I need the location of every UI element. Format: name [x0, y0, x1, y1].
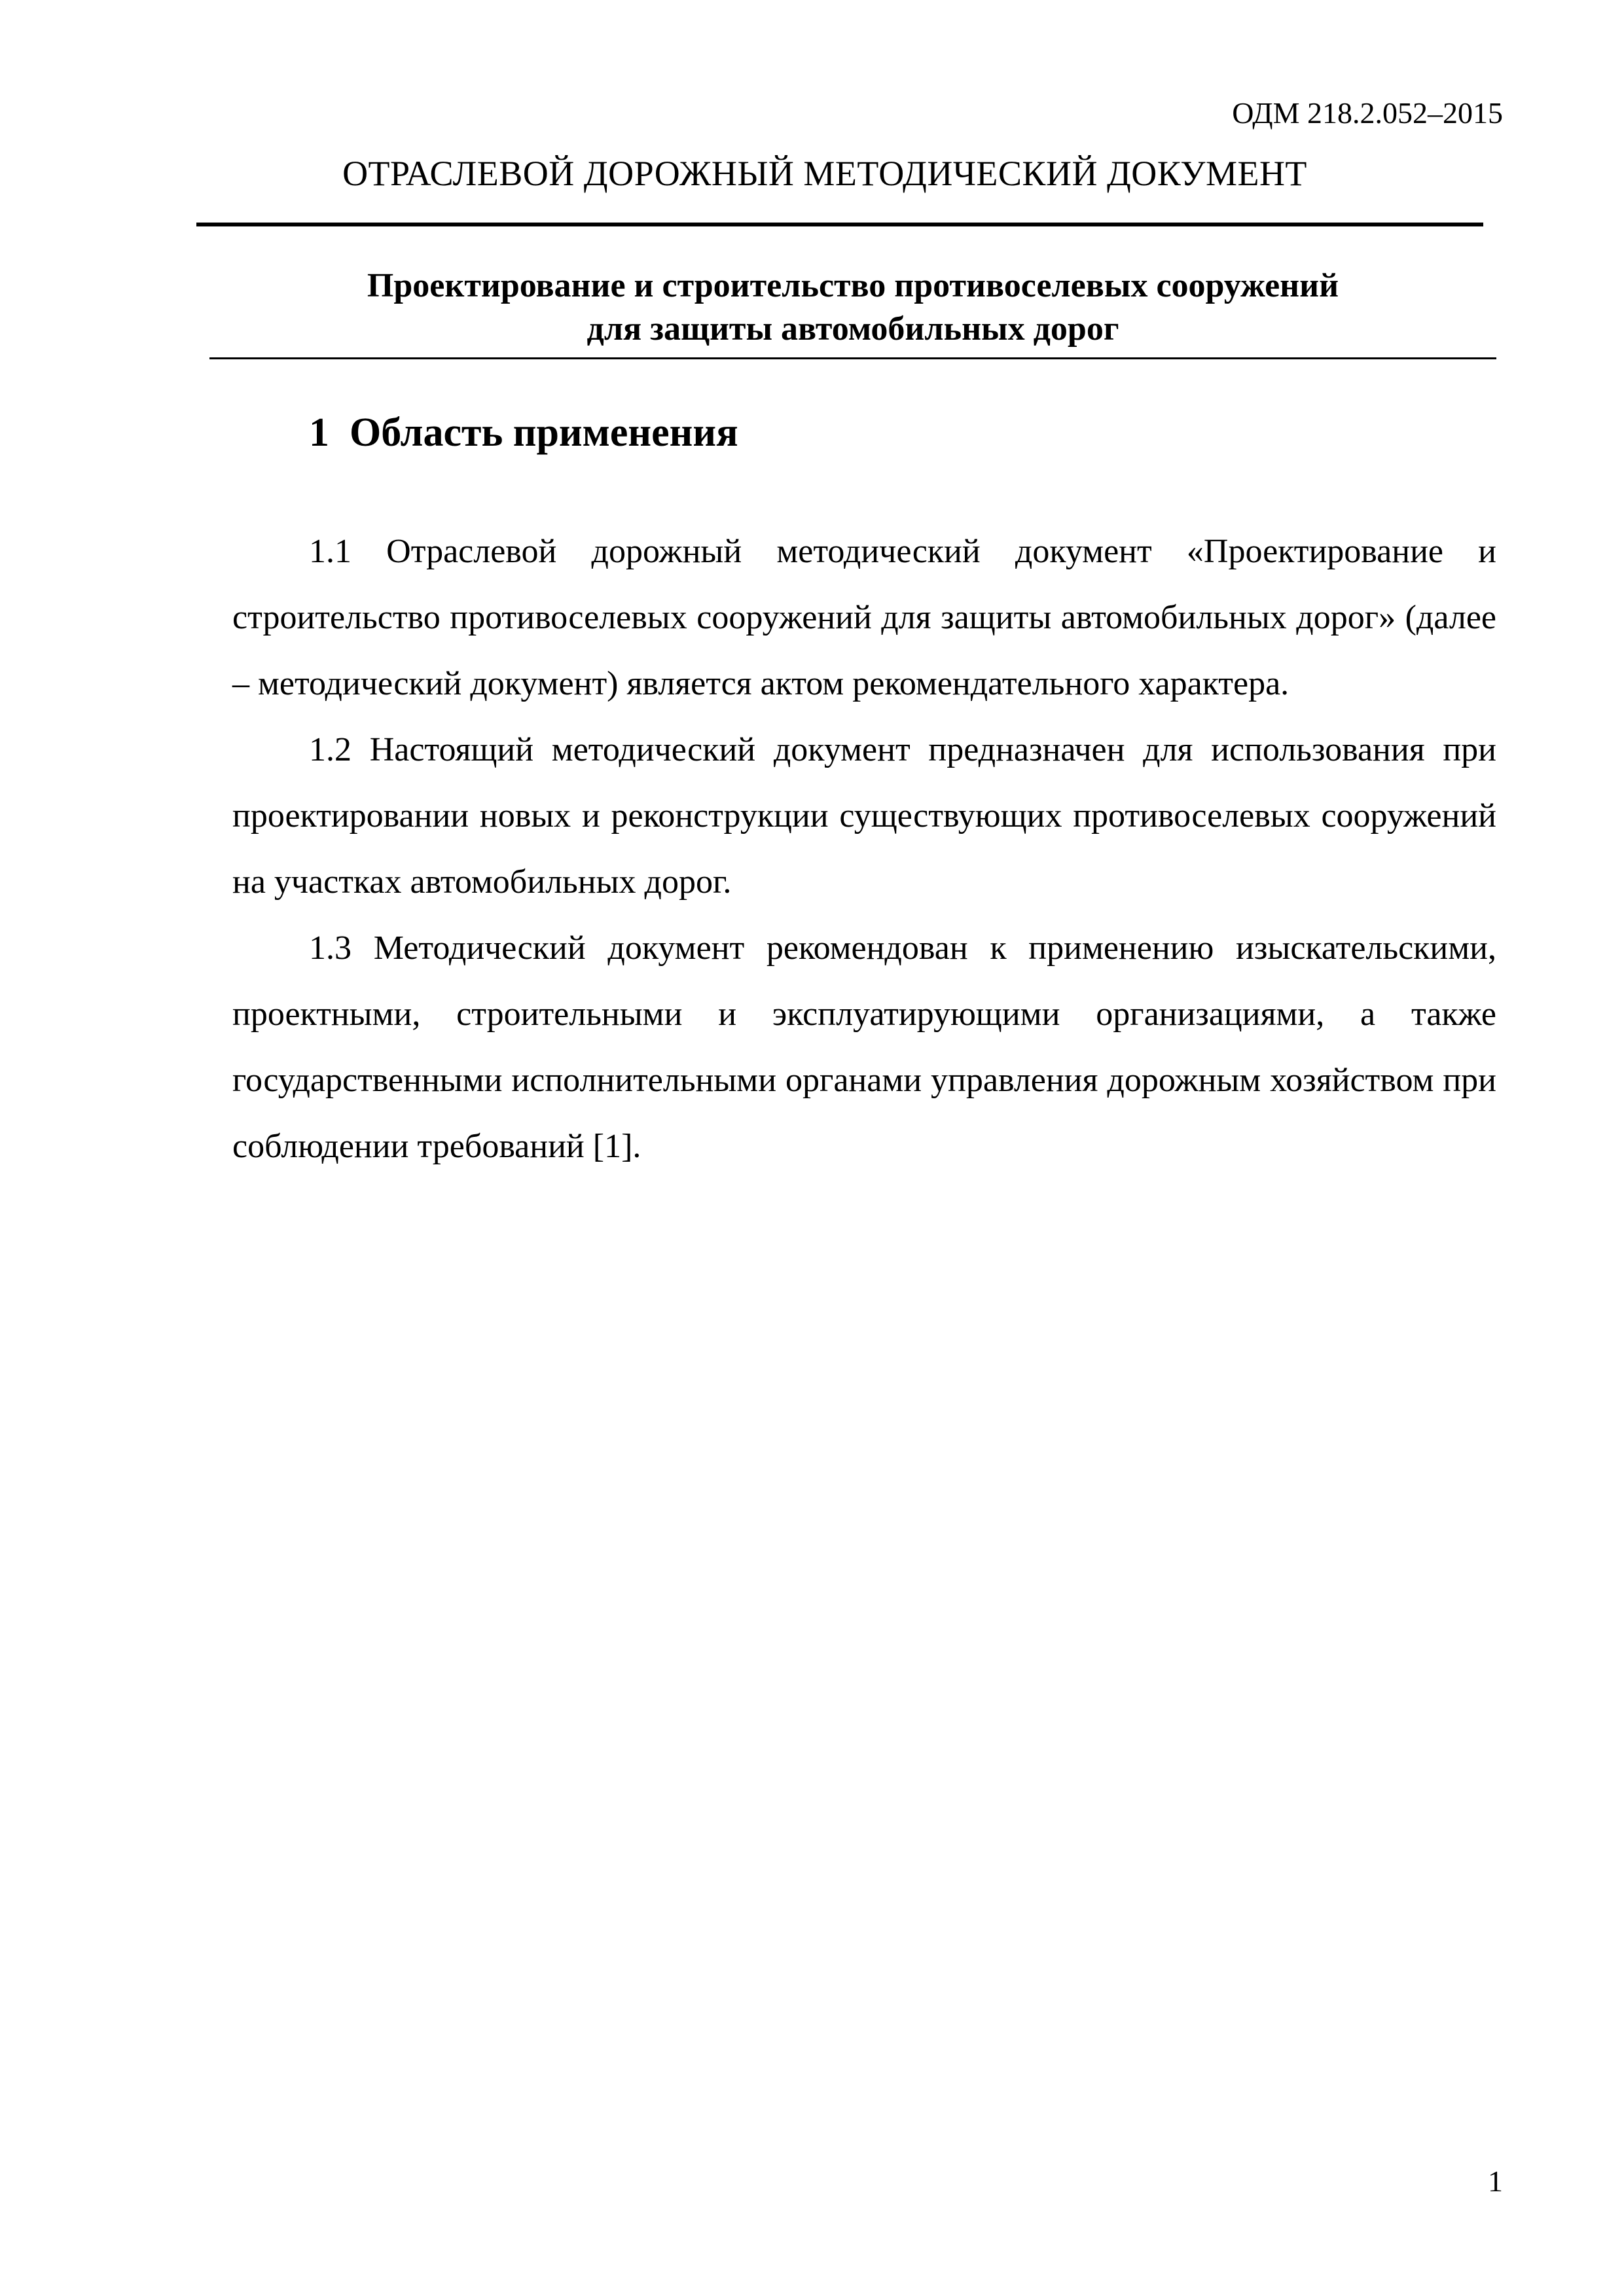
paragraph-1-3: 1.3 Методический документ рекомендован к применению изыскательскими, проектными, строительными и эксплуатирующими организациями, а также государственными исполнительными органами управления дорожным хозяйством при соблюдении требований [1]. — [232, 929, 1496, 1165]
document-type-heading: ОТРАСЛЕВОЙ ДОРОЖНЫЙ МЕТОДИЧЕСКИЙ ДОКУМЕНТ — [342, 154, 1307, 193]
document-title — [209, 264, 1496, 351]
section-body — [232, 518, 1496, 1179]
header-divider — [196, 223, 1483, 226]
paragraph-1-2: 1.2 Настоящий методический документ предназначен для использования при проектировании новых и реконструкции существующих противоселевых сооружений на участках автомобильных дорог. — [232, 731, 1496, 901]
document-title-line-1: Проектирование и строительство противоселевых сооружений — [367, 267, 1339, 304]
page-number: 1 — [1488, 2164, 1503, 2198]
title-divider — [209, 357, 1496, 359]
document-title-line-2: для защиты автомобильных дорог — [586, 310, 1119, 348]
section-heading: 1 Область применения — [309, 410, 738, 455]
document-code: ОДМ 218.2.052–2015 — [1232, 96, 1503, 130]
paragraph-1-1: 1.1 Отраслевой дорожный методический документ «Проектирование и строительство противоселевых сооружений для защиты автомобильных дорог» (далее – методический документ) является актом рекомендательного характера. — [232, 533, 1496, 702]
